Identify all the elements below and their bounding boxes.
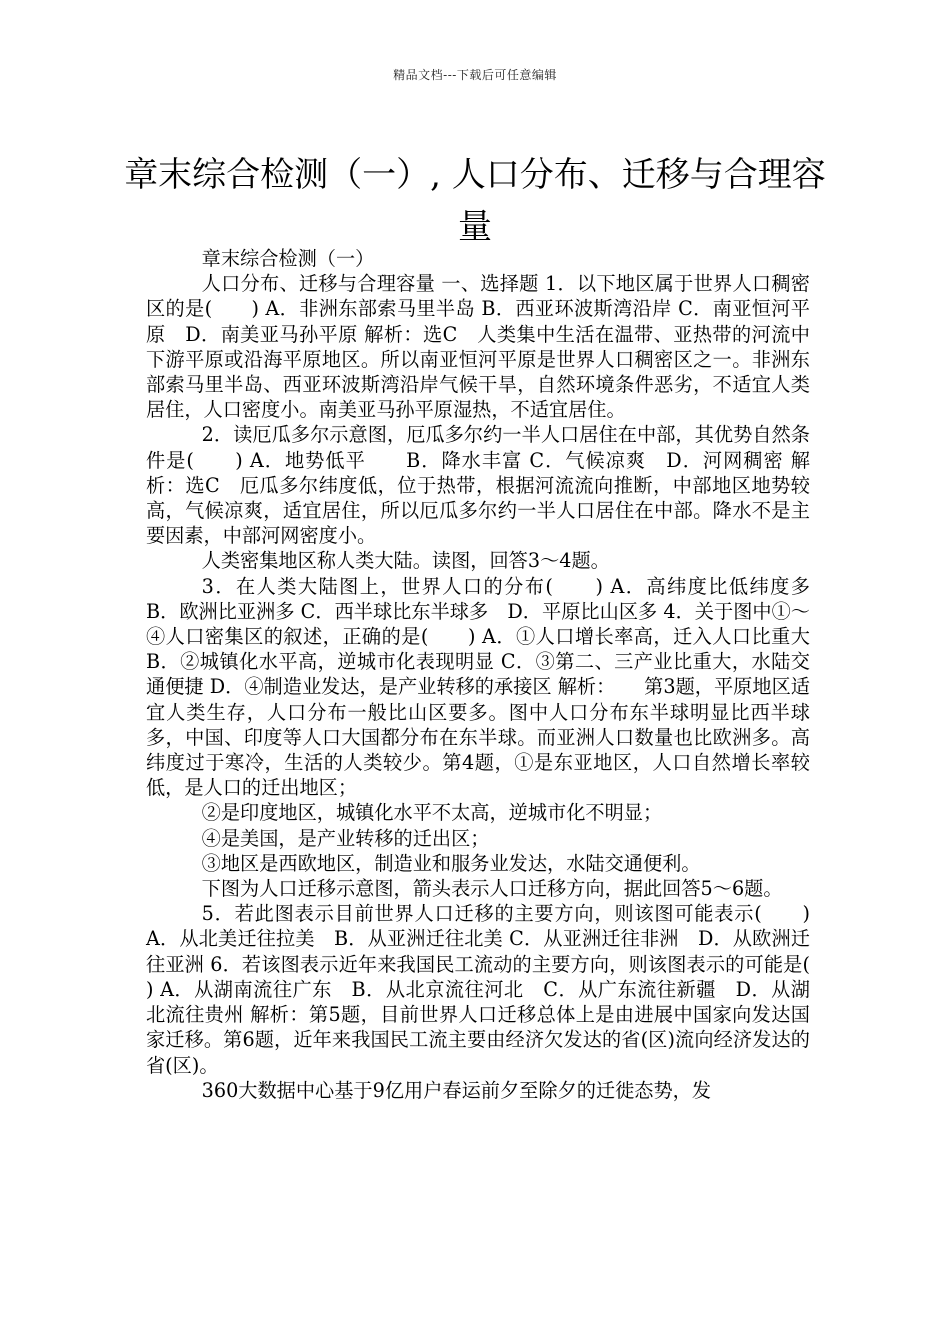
paragraph-question-2: 2．读厄瓜多尔示意图，厄瓜多尔约一半人口居住在中部，其优势自然条件是( ) A．地势低平 B．降水丰富 C．气候凉爽 D．河网稠密 解析：选C 厄瓜多尔纬度低，位于热带，根据河流流向推断，中部地区地势较高，气候凉爽，适宜居住，所以厄瓜多尔约一半人口居住在中部。降水不是主要因素，中部河网密度小。 bbox=[146, 423, 810, 548]
paragraph-question-1: 人口分布、迁移与合理容量 一、选择题 1．以下地区属于世界人口稠密区的是( ) A．非洲东部索马里半岛 B．西亚环波斯湾沿岸 C．南亚恒河平原 D．南美亚马孙平原 解析：选C 人类集中生活在温带、亚热带的河流中下游平原或沿海平原地区。所以南亚恒河平原是世界人口稠密区之一。非洲东部索马里半岛、西亚环波斯湾沿岸气候干旱，自然环境条件恶劣，不适宜人类居住，人口密度小。南美亚马孙平原湿热，不适宜居住。 bbox=[146, 272, 810, 422]
page-title: 章末综合检测（一）, 人口分布、迁移与合理容量 bbox=[124, 154, 826, 247]
paragraph-intro-3-4: 人类密集地区称人类大陆。读图，回答3～4题。 bbox=[201, 549, 610, 573]
header-note: 精品文档---下载后可任意编辑 bbox=[393, 68, 557, 82]
paragraph-explanation-4: ④是美国，是产业转移的迁出区； bbox=[201, 826, 490, 850]
paragraph-question-3-4: 3．在人类大陆图上，世界人口的分布( ) A．高纬度比低纬度多 B．欧洲比亚洲多 C．西半球比东半球多 D．平原比山区多 4．关于图中①～④人口密集区的叙述，正确的是( ) A．①人口增长率高，迁入人口比重大 B．②城镇化水平高，逆城市化表现明显 C．③第二、三产业比重大，水陆交通便捷 D．④制造业发达，是产业转移的承接区 解析： 第3题，平原地区适宜人类生存，人口分布一般比山区要多。图中人口分布东半球明显比西半球多，中国、印度等人口大国都分布在东半球。而亚洲人口数量也比欧洲多。高纬度过于寒冷，生活的人类较少。第4题，①是东亚地区，人口自然增长率较低，是人口的迁出地区； bbox=[146, 574, 830, 800]
paragraph-explanation-2: ②是印度地区，城镇化水平不太高，逆城市化不明显； bbox=[201, 801, 663, 825]
paragraph-section-heading: 章末综合检测（一） bbox=[201, 247, 375, 270]
paragraph-question-5-6: 5．若此图表示目前世界人口迁移的主要方向，则该图可能表示( ) A．从北美迁往拉美 B．从亚洲迁往北美 C．从亚洲迁往非洲 D．从欧洲迁往亚洲 6．若该图表示近年来我国民工流动的主要方向，则该图表示的可能是( ) A．从湖南流往广东 B．从北京流往河北 C．从广东流往新疆 D．从湖北流往贵州 解析：第5题，目前世界人口迁移总体上是由进展中国家向发达国家迁移。第6题，近年来我国民工流主要由经济欠发达的省(区)流向经济发达的省(区)。 bbox=[146, 902, 849, 1077]
document-body bbox=[146, 246, 849, 1103]
paragraph-intro-5-6: 下图为人口迁移示意图，箭头表示人口迁移方向，据此回答5～6题。 bbox=[201, 877, 783, 901]
paragraph-360-data: 360大数据中心基于9亿用户春运前夕至除夕的迁徙态势，发 bbox=[201, 1078, 712, 1102]
paragraph-explanation-3: ③地区是西欧地区，制造业和服务业发达，水陆交通便利。 bbox=[201, 851, 701, 875]
